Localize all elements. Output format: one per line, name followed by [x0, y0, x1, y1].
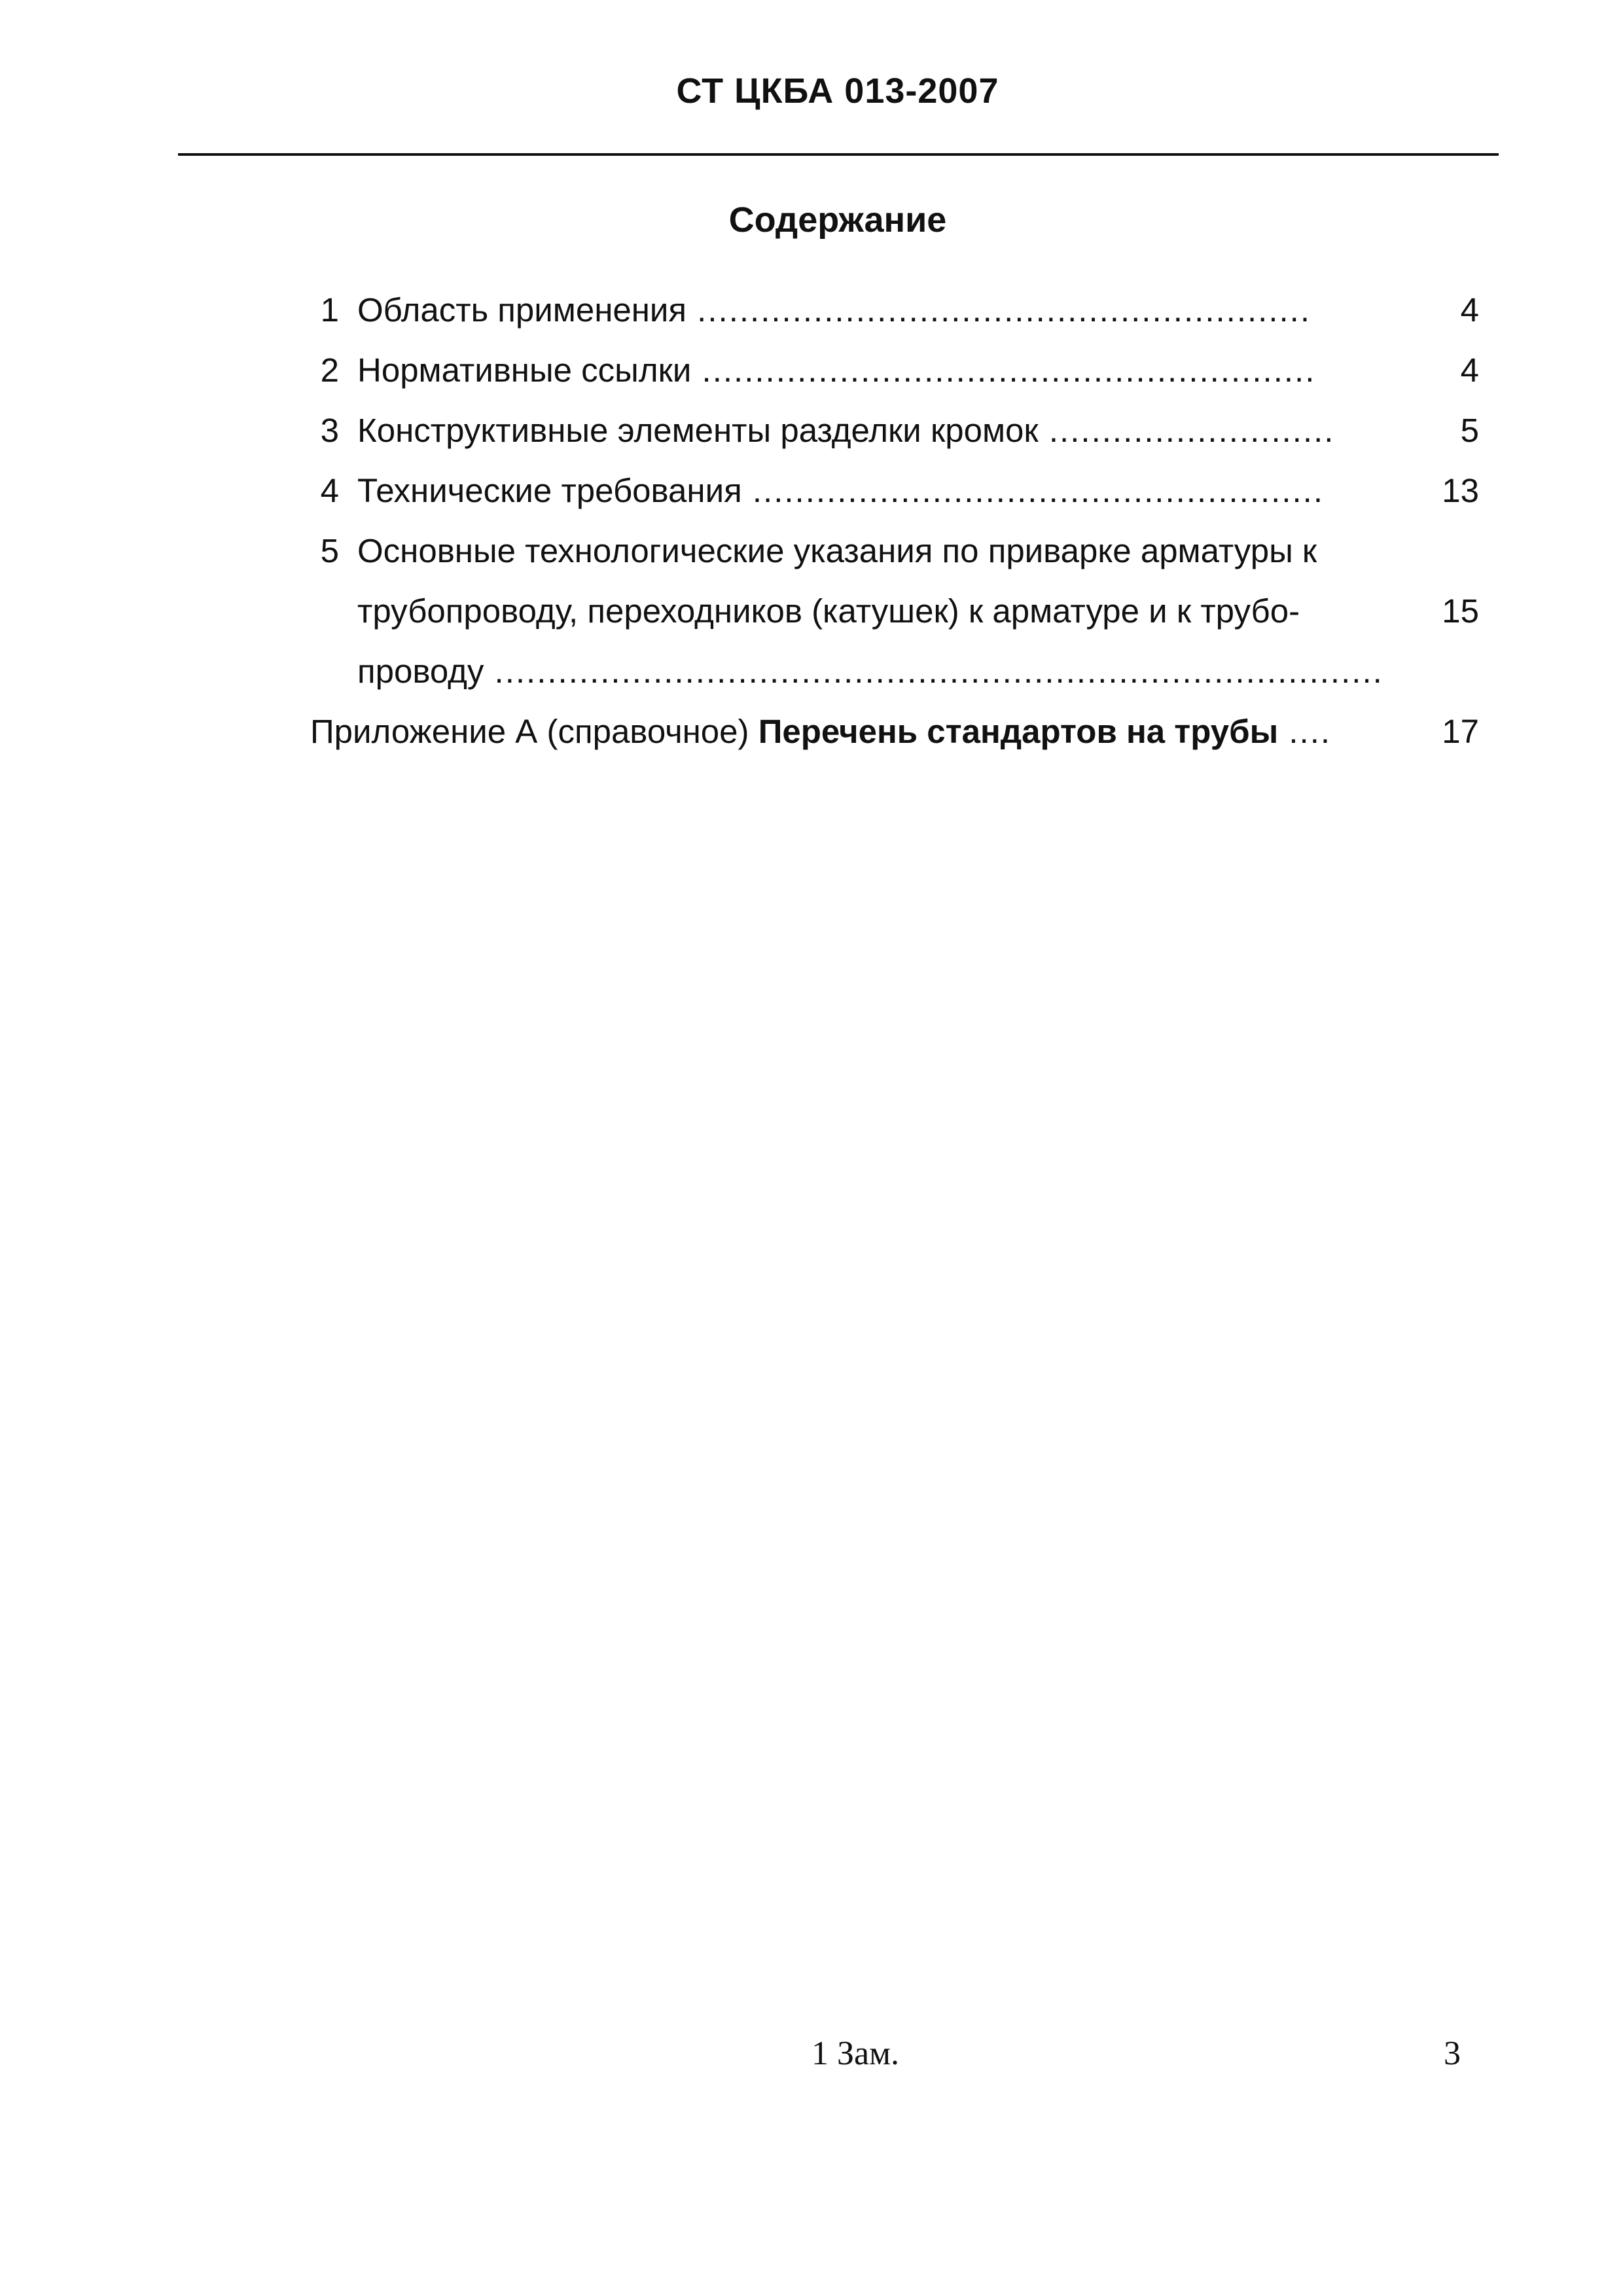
toc-entry-page: 17	[1442, 713, 1479, 750]
toc-entry-number: 3	[320, 412, 339, 449]
toc-leader-dots: ......................................................	[741, 472, 1325, 509]
toc-entry-text	[357, 461, 1324, 521]
appendix-title: Перечень стандартов на трубы	[758, 713, 1279, 750]
toc-entry-page: 13	[1442, 472, 1479, 509]
toc-entry-text	[357, 340, 1315, 401]
revision-note: 1 Зам.	[812, 2035, 900, 2072]
toc-entry-number: 2	[320, 351, 339, 389]
header-rule	[178, 153, 1499, 156]
toc-entry-number: 1	[320, 291, 339, 329]
toc-entry-label-line-2: трубопроводу, переходников (катушек) к арматуре и к трубо-	[357, 592, 1300, 630]
toc-entry-text	[310, 702, 1331, 762]
toc-entry-number: 5	[320, 532, 339, 569]
toc-entry-text	[357, 401, 1334, 461]
toc-entry-page: 5	[1460, 412, 1479, 449]
document-code: СТ ЦКБА 013-2007	[676, 71, 999, 111]
table-of-contents	[310, 280, 1479, 762]
toc-leader-dots: ..........................................................	[687, 291, 1311, 329]
appendix-prefix: Приложение А (справочное)	[310, 713, 758, 750]
toc-entry-2[interactable]	[314, 340, 1479, 401]
toc-entry-number: 4	[320, 472, 339, 509]
page-number: 3	[1444, 2035, 1461, 2072]
toc-title: Содержание	[728, 200, 947, 240]
toc-entry-page: 15	[1442, 592, 1479, 630]
toc-entry-text	[357, 280, 1311, 340]
toc-entry-label: Область применения	[357, 291, 687, 329]
toc-entry-4[interactable]	[314, 461, 1479, 521]
toc-leader-dots: ...........................	[1038, 412, 1335, 449]
toc-entry-page: 4	[1460, 291, 1479, 329]
toc-entry-label-line-3	[357, 641, 1383, 702]
toc-leader-dots: ....	[1278, 713, 1332, 750]
toc-entry-label-end: проводу	[357, 653, 484, 690]
toc-entry-5[interactable]	[314, 521, 1479, 702]
toc-leader-dots: ..........................................................	[691, 351, 1316, 389]
toc-leader-dots: ....................................................................................	[484, 653, 1383, 690]
toc-entry-label-line-1: Основные технологические указания по приварке арматуры к	[357, 532, 1317, 569]
toc-entry-label: Нормативные ссылки	[357, 351, 692, 389]
toc-entry-label: Конструктивные элементы разделки кромок	[357, 412, 1039, 449]
toc-entry-1[interactable]	[314, 280, 1479, 340]
toc-entry-label: Технические требования	[357, 472, 742, 509]
toc-entry-page: 4	[1460, 351, 1479, 389]
toc-entry-appendix-a[interactable]	[310, 702, 1479, 762]
toc-entry-3[interactable]	[314, 401, 1479, 461]
